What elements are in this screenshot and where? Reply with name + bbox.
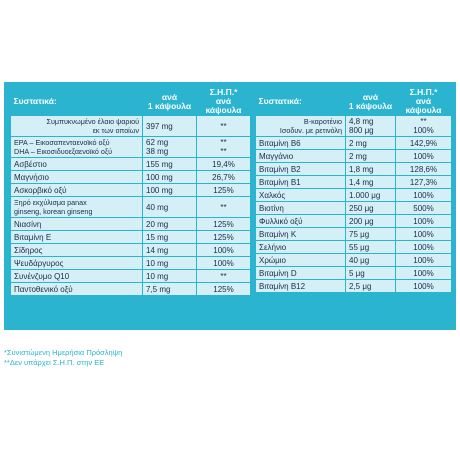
footnotes [4, 348, 122, 368]
table-row [256, 228, 452, 241]
ingredient-name: Μαγγάνιο [256, 150, 346, 163]
ingredient-name: Νιασίνη [11, 218, 143, 231]
amount-cell: 1,4 mg [346, 176, 396, 189]
ingredient-name: Χαλκός [256, 189, 346, 202]
table-row [256, 215, 452, 228]
amount-cell: 15 mg [143, 231, 197, 244]
amount-cell: 200 μg [346, 215, 396, 228]
table-row [256, 241, 452, 254]
rda-cell: 26,7% [197, 171, 251, 184]
amount-cell: 100 mg [143, 184, 197, 197]
ingredient-name: Συνένζυμο Q10 [11, 270, 143, 283]
amount-cell: 14 mg [143, 244, 197, 257]
table-row [256, 150, 452, 163]
table-row [11, 184, 251, 197]
rda-cell: 100% [396, 189, 452, 202]
table-row [256, 189, 452, 202]
table-row [11, 137, 251, 158]
rda-cell: 128,6% [396, 163, 452, 176]
amount-cell: 20 mg [143, 218, 197, 231]
amount-cell: 40 mg [143, 197, 197, 218]
table-row [256, 280, 452, 293]
ingredient-name: Βιταμίνη Κ [256, 228, 346, 241]
amount-cell: 5 μg [346, 267, 396, 280]
table-row [11, 218, 251, 231]
table-row [11, 231, 251, 244]
ingredient-name: Παντοθενικό οξύ [11, 283, 143, 296]
rda-cell: 500% [396, 202, 452, 215]
rda-cell: 100% [396, 280, 452, 293]
table-row [11, 116, 251, 137]
ingredient-name: Ψευδάργυρος [11, 257, 143, 270]
amount-cell: 7,5 mg [143, 283, 197, 296]
rda-cell: 100% [396, 228, 452, 241]
rda-header: Σ.Η.Π.* ανά κάψουλα [405, 87, 442, 115]
ingredient-name: Β-καροτένιο Ισοδυν. με ρετινόλη [256, 116, 346, 137]
amount-cell: 10 mg [143, 257, 197, 270]
ingredient-name: Συμπυκνωμένο έλαιο ψαριού εκ των οποίων [11, 116, 143, 137]
table-row [256, 137, 452, 150]
amount-cell: 1.000 μg [346, 189, 396, 202]
amount-cell: 2 mg [346, 150, 396, 163]
rda-cell: 19,4% [197, 158, 251, 171]
table-row [256, 116, 452, 137]
rda-cell: 100% [396, 215, 452, 228]
nutrition-panel [4, 82, 456, 330]
ingredient-name: Σίδηρος [11, 244, 143, 257]
table-row [11, 257, 251, 270]
amount-cell: 155 mg [143, 158, 197, 171]
ingredients-header: Συστατικά: [258, 96, 302, 106]
rda-header: Σ.Η.Π.* ανά κάψουλα [205, 87, 242, 115]
ingredient-name: EPA – Εικοσαπενταενοϊκό οξύ DHA – Εικοσιδυοεξαενοϊκό οξύ [11, 137, 143, 158]
ingredient-name: Ξηρό εκχύλισμα panax ginseng, korean ginseng [11, 197, 143, 218]
table-row [256, 176, 452, 189]
table-row [11, 283, 251, 296]
amount-cell: 55 μg [346, 241, 396, 254]
ingredient-name: Βιταμίνη Ε [11, 231, 143, 244]
table-row [11, 270, 251, 283]
per-capsule-header: ανά 1 κάψουλα [147, 91, 192, 111]
amount-cell: 100 mg [143, 171, 197, 184]
table-row [256, 202, 452, 215]
rda-cell: 127,3% [396, 176, 452, 189]
amount-cell: 4,8 mg 800 μg [346, 116, 396, 137]
ingredient-name: Βιταμίνη B2 [256, 163, 346, 176]
ingredient-name: Χρώμιο [256, 254, 346, 267]
rda-cell: 125% [197, 283, 251, 296]
rda-cell: 125% [197, 231, 251, 244]
table-row [11, 244, 251, 257]
amount-cell: 397 mg [143, 116, 197, 137]
ingredient-name: Ασβέστιο [11, 158, 143, 171]
per-capsule-header: ανά 1 κάψουλα [348, 91, 393, 111]
ingredients-header: Συστατικά: [13, 96, 57, 106]
ingredient-name: Φυλλικό οξύ [256, 215, 346, 228]
rda-cell: ** ** [197, 137, 251, 158]
amount-cell: 2,5 μg [346, 280, 396, 293]
rda-cell: 100% [197, 257, 251, 270]
amount-cell: 1,8 mg [346, 163, 396, 176]
ingredient-name: Βιταμίνη B1 [256, 176, 346, 189]
ingredient-name: Βιταμίνη B6 [256, 137, 346, 150]
amount-cell: 62 mg 38 mg [143, 137, 197, 158]
rda-cell: 100% [396, 150, 452, 163]
ingredient-name: Ασκορβικό οξύ [11, 184, 143, 197]
rda-cell: 142,9% [396, 137, 452, 150]
table-row [11, 197, 251, 218]
table-header [256, 88, 452, 116]
table-row [256, 254, 452, 267]
table-row [256, 267, 452, 280]
rda-cell: 100% [396, 267, 452, 280]
rda-cell: 100% [396, 241, 452, 254]
rda-cell: ** [197, 270, 251, 283]
ingredient-name: Βιταμίνη B12 [256, 280, 346, 293]
nutrition-table-left [10, 88, 251, 296]
table-header [11, 88, 251, 116]
table-row [11, 158, 251, 171]
ingredient-name: Σελήνιο [256, 241, 346, 254]
rda-cell: ** [197, 197, 251, 218]
footnote-rda: *Συνιστώμενη Ημερήσια Πρόσληψη [4, 348, 123, 357]
amount-cell: 40 μg [346, 254, 396, 267]
rda-cell: ** [197, 116, 251, 137]
rda-cell: 125% [197, 218, 251, 231]
amount-cell: 75 μg [346, 228, 396, 241]
rda-cell: 125% [197, 184, 251, 197]
amount-cell: 2 mg [346, 137, 396, 150]
footnote-no-rda: **Δεν υπάρχει Σ.Η.Π. στην ΕΕ [4, 358, 105, 367]
rda-cell: 100% [396, 254, 452, 267]
table-row [11, 171, 251, 184]
rda-cell: ** 100% [396, 116, 452, 137]
ingredient-name: Βιοτίνη [256, 202, 346, 215]
table-row [256, 163, 452, 176]
ingredient-name: Μαγνήσιο [11, 171, 143, 184]
rda-cell: 100% [197, 244, 251, 257]
amount-cell: 10 mg [143, 270, 197, 283]
nutrition-table-right [255, 88, 452, 293]
amount-cell: 250 μg [346, 202, 396, 215]
ingredient-name: Βιταμίνη D [256, 267, 346, 280]
